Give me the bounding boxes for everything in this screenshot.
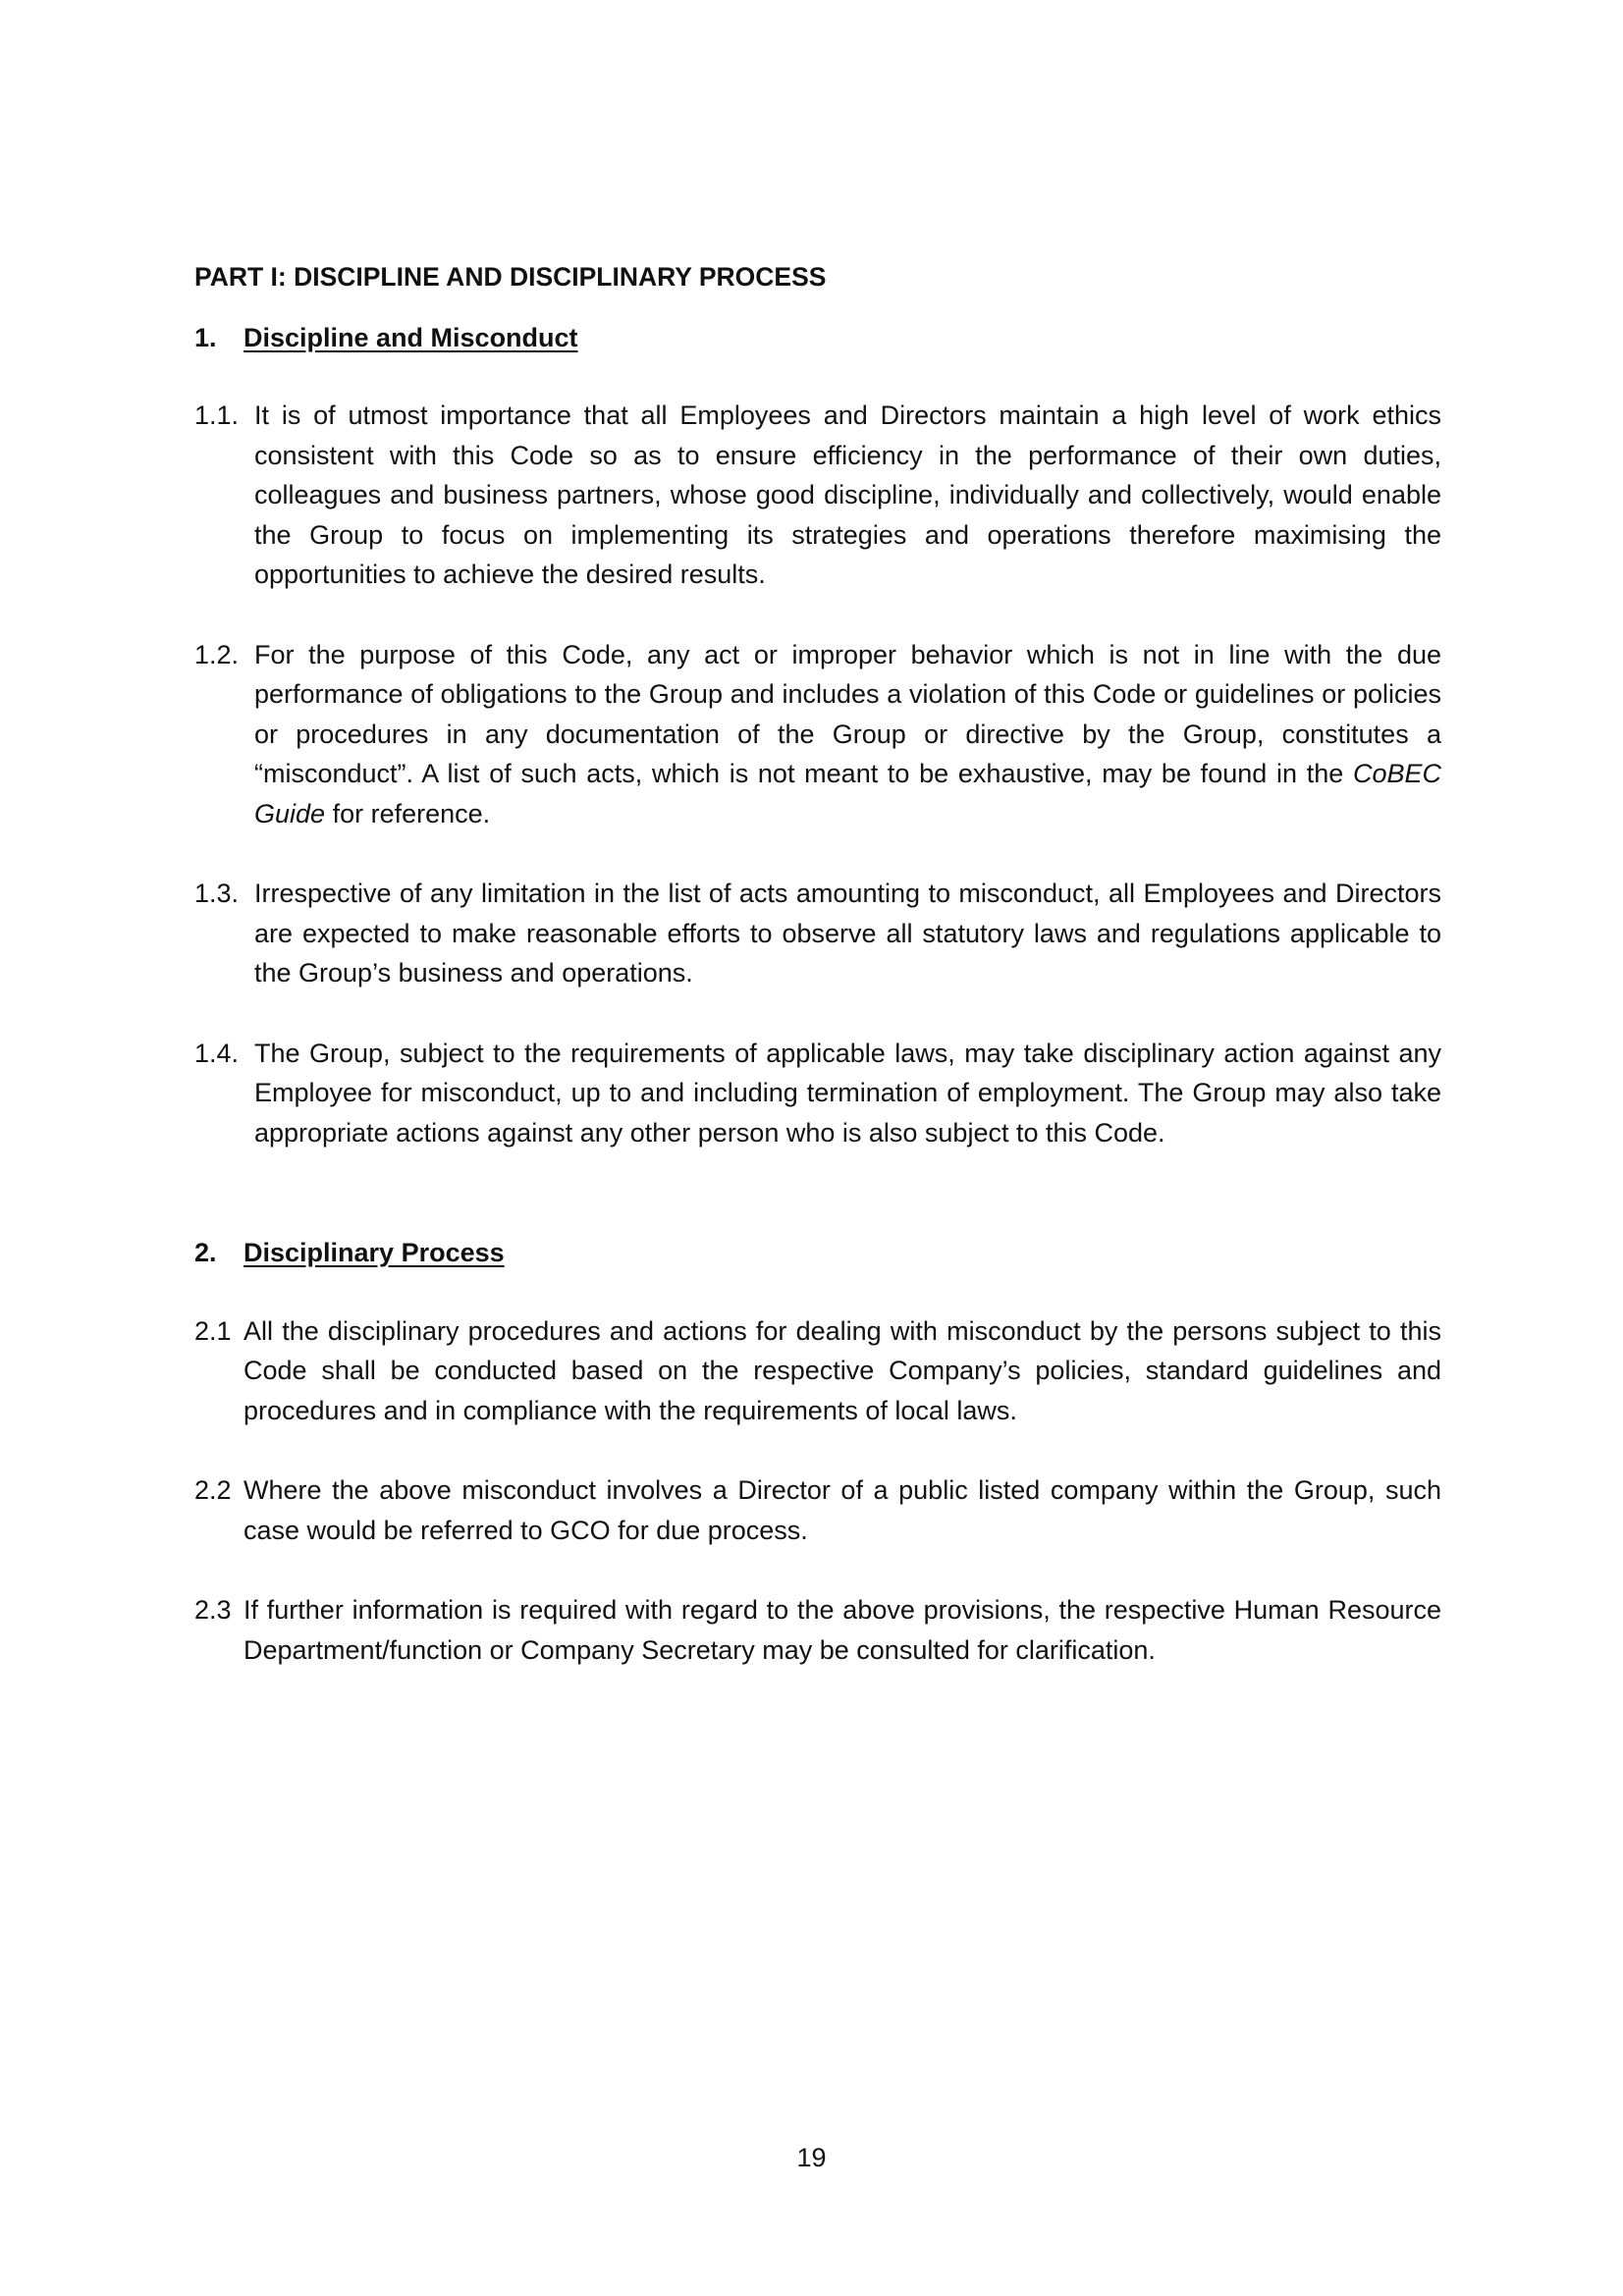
page-content	[194, 257, 1441, 1670]
section-number: 2.	[194, 1238, 217, 1267]
paragraph-2-2	[194, 1470, 1441, 1550]
paragraph-number: 2.1	[194, 1315, 232, 1346]
paragraph-number: 2.2	[194, 1475, 232, 1505]
section-title: Discipline and Misconduct	[243, 322, 578, 352]
paragraph-text: Where the above misconduct involves a Director of a public listed company within the Group, such case would be referred to GCO for due process.	[243, 1475, 1441, 1545]
section-heading-discipline-and-misconduct	[194, 318, 1441, 358]
paragraph-text: If further information is required with regard to the above provisions, the respective Human Resource Department/function or Company Secretary may be consulted for clarification.	[243, 1595, 1441, 1665]
paragraph-number: 1.3.	[194, 879, 240, 908]
paragraph-text: Irrespective of any limitation in the list of acts amounting to misconduct, all Employees and Directors are expected to make reasonable efforts to observe all statutory laws and regulations applicable to the Group’s business and operations.	[254, 879, 1441, 988]
section-number: 1.	[194, 322, 217, 352]
paragraph-1-3	[194, 874, 1441, 993]
paragraph-number: 1.4.	[194, 1038, 240, 1068]
paragraph-text-after: for reference.	[325, 798, 491, 828]
paragraph-text	[254, 635, 1441, 834]
paragraph-number: 1.1.	[194, 400, 240, 430]
paragraph-2-1	[194, 1311, 1441, 1431]
paragraph-1-1	[194, 396, 1441, 595]
part-title: PART I: DISCIPLINE AND DISCIPLINARY PROCESS	[194, 262, 827, 292]
paragraph-1-4	[194, 1034, 1441, 1153]
section-heading-disciplinary-process	[194, 1233, 1441, 1273]
paragraph-number: 1.2.	[194, 639, 240, 669]
paragraph-2-3	[194, 1590, 1441, 1670]
paragraph-text: All the disciplinary procedures and actions for dealing with misconduct by the persons subject to this Code shall be conducted based on the respective Company’s policies, standard guidelines and procedures and in compliance with the requirements of local laws.	[243, 1315, 1441, 1425]
cobec-guide-reference: CoBEC Guide	[254, 759, 1441, 828]
section-title: Disciplinary Process	[243, 1238, 505, 1267]
paragraph-text-before: For the purpose of this Code, any act or improper behavior which is not in line with the due performance of obligations to the Group and includes a violation of this Code or guidelines or policies or procedures in any documentation of the Group or directive by the Group, constitutes a “misconduct”. A list of such acts, which is not meant to be exhaustive, may be found in the	[254, 639, 1441, 788]
paragraph-1-2	[194, 635, 1441, 834]
paragraph-number: 2.3	[194, 1595, 232, 1625]
page-number: 19	[796, 2143, 827, 2172]
paragraph-text: It is of utmost importance that all Employees and Directors maintain a high level of work ethics consistent with this Code so as to ensure efficiency in the performance of their own duties, colleagues and business partners, whose good discipline, individually and collectively, would enable the Group to focus on implementing its strategies and operations therefore maximising the opportunities to achieve the desired results.	[254, 400, 1441, 589]
paragraph-text: The Group, subject to the requirements of applicable laws, may take disciplinary action against any Employee for misconduct, up to and including termination of employment. The Group may also take appropriate actions against any other person who is also subject to this Code.	[254, 1038, 1441, 1148]
